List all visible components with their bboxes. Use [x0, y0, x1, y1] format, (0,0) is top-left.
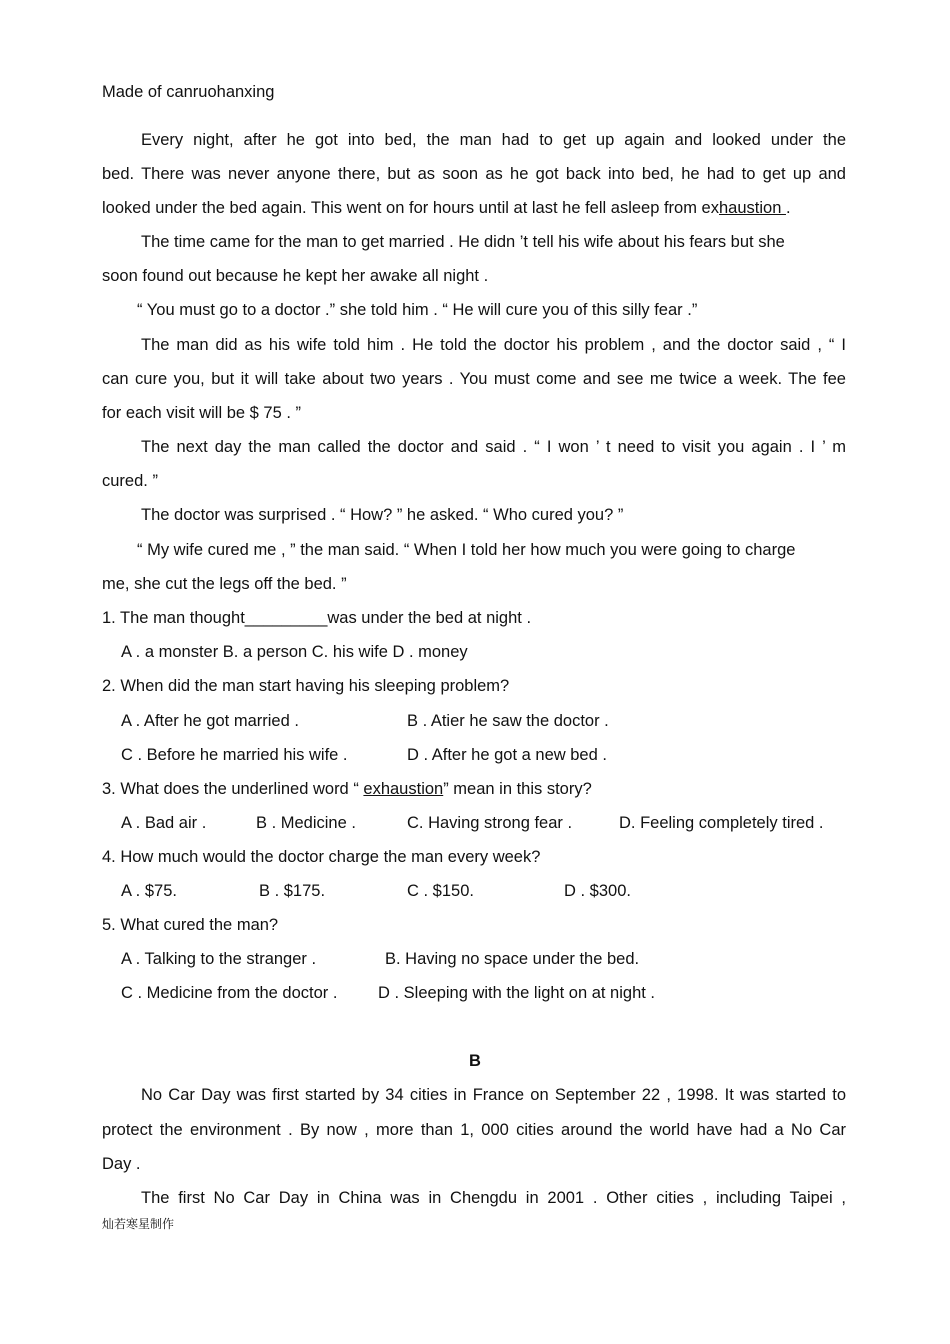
question-3-option-b: B . Medicine . [256, 814, 356, 832]
section-b-paragraph-1-line-2: protect the environment . By now , more than 1, 000 cities around the world have had a No Car [102, 1121, 846, 1139]
question-4-option-c: C . $150. [407, 882, 474, 900]
question-2-option-b: B . Atier he saw the doctor . [407, 712, 609, 730]
question-2-option-d: D . After he got a new bed . [407, 746, 607, 764]
story-paragraph-5-line-1: The next day the man called the doctor and said . “ I won ’ t need to visit you again . I ’ m [141, 438, 846, 456]
story-paragraph-3-line-1: “ You must go to a doctor .” she told him . “ He will cure you of this silly fear .” [137, 301, 698, 319]
question-3-option-c: C. Having strong fear . [407, 814, 573, 832]
story-paragraph-6-line-1: The doctor was surprised . “ How? ” he asked. “ Who cured you? ” [141, 506, 624, 524]
text-segment: 3. What does the underlined word “ [102, 780, 364, 798]
story-paragraph-1-line-3 [102, 198, 791, 218]
story-paragraph-1-line-2: bed. There was never anyone there, but as soon as he got back into bed, he had to get up and [102, 165, 846, 183]
question-3-option-a: A . Bad air . [121, 814, 207, 832]
question-2-option-c: C . Before he married his wife . [121, 746, 348, 764]
text-segment: . [785, 199, 791, 217]
section-b-paragraph-1-line-1: No Car Day was first started by 34 cities in France on September 22 , 1998. It was started to [141, 1086, 846, 1104]
question-4-option-b: B . $175. [259, 882, 326, 900]
section-b-paragraph-1-line-3: Day . [102, 1155, 141, 1173]
question-2-option-a: A . After he got married . [121, 712, 299, 730]
question-5-option-a: A . Talking to the stranger . [121, 950, 317, 968]
text-segment: looked under the bed again. This went on for hours until at last he fell asleep from ex [102, 199, 719, 217]
question-3-option-d: D. Feeling completely tired . [619, 814, 824, 832]
story-paragraph-4-line-3: for each visit will be $ 75 . ” [102, 404, 301, 422]
section-b-heading: B [469, 1052, 481, 1070]
question-4: 4. How much would the doctor charge the man every week? [102, 848, 541, 866]
section-b-paragraph-2-line-1: The first No Car Day in China was in Chengdu in 2001 . Other cities , including Taipei , [141, 1189, 846, 1207]
story-paragraph-4-line-1: The man did as his wife told him . He told the doctor his problem , and the doctor said , “ I [141, 336, 846, 354]
story-paragraph-4-line-2: can cure you, but it will take about two years . You must come and see me twice a week. The fee [102, 370, 846, 388]
question-1-options: A . a monster B. a person C. his wife D . money [121, 643, 468, 661]
story-paragraph-1-line-1: Every night, after he got into bed, the man had to get up again and looked under the [141, 131, 846, 149]
story-paragraph-2-line-1: The time came for the man to get married . He didn ’t tell his wife about his fears but she [141, 233, 785, 251]
story-paragraph-7-line-1: “ My wife cured me , ” the man said. “ When I told her how much you were going to charge [137, 541, 796, 559]
text-segment: ” mean in this story? [443, 780, 592, 798]
question-1: 1. The man thought_________was under the bed at night . [102, 609, 532, 627]
question-5-option-c: C . Medicine from the doctor . [121, 984, 338, 1002]
question-5: 5. What cured the man? [102, 916, 279, 934]
question-2: 2. When did the man start having his sleeping problem? [102, 677, 510, 695]
underlined-word: exhaustion [363, 780, 444, 798]
question-5-option-b: B. Having no space under the bed. [385, 950, 640, 968]
question-5-option-d: D . Sleeping with the light on at night . [378, 984, 656, 1002]
story-paragraph-2-line-2: soon found out because he kept her awake all night . [102, 267, 489, 285]
story-paragraph-5-line-2: cured. ” [102, 472, 158, 490]
page-header: Made of canruohanxing [102, 83, 275, 101]
page-footer: 灿若寒星制作 [102, 1217, 175, 1231]
question-4-option-d: D . $300. [564, 882, 631, 900]
underlined-word: haustion [719, 199, 786, 217]
question-3 [102, 779, 592, 799]
question-4-option-a: A . $75. [121, 882, 177, 900]
story-paragraph-7-line-2: me, she cut the legs off the bed. ” [102, 575, 347, 593]
